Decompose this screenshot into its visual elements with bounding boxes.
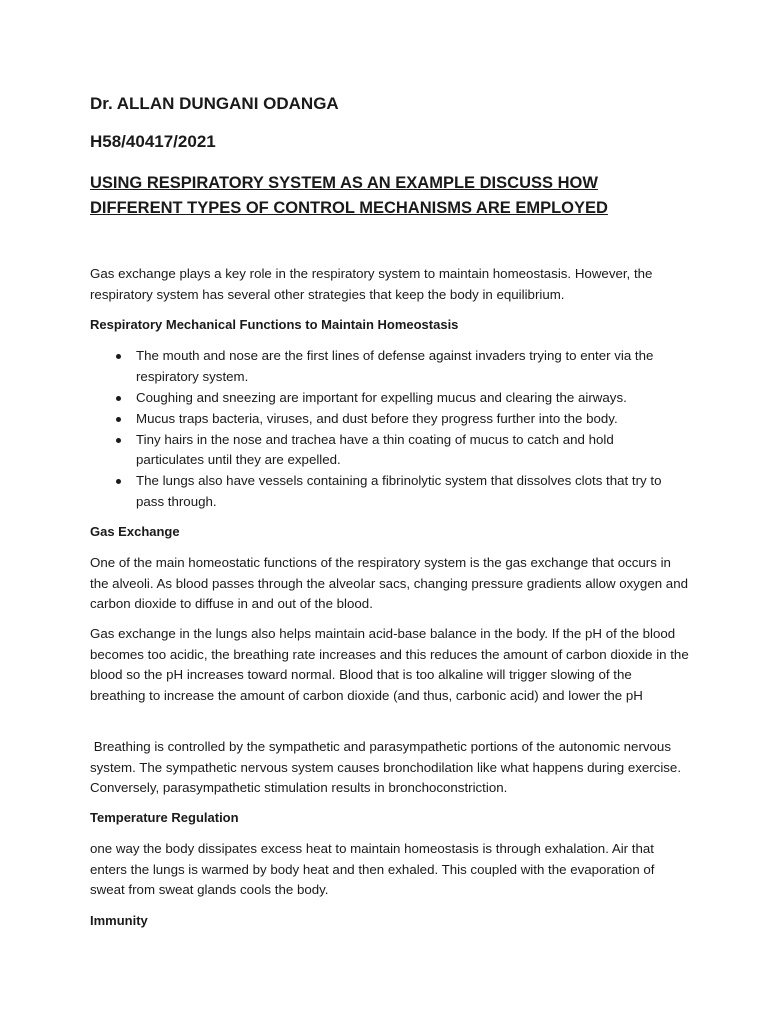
list-item: Tiny hairs in the nose and trachea have a thin coating of mucus to catch and hold particulates until they are expelled.	[90, 430, 670, 471]
document-title	[90, 171, 690, 221]
list-item: Coughing and sneezing are important for expelling mucus and clearing the airways.	[90, 388, 670, 409]
section-heading-immunity: Immunity	[90, 913, 148, 928]
bullet-icon	[116, 396, 121, 401]
section-heading-mechanical: Respiratory Mechanical Functions to Maintain Homeostasis	[90, 317, 459, 332]
bullet-icon	[116, 479, 121, 484]
mechanical-functions-list	[90, 346, 670, 513]
title-line-2: DIFFERENT TYPES OF CONTROL MECHANISMS ARE EMPLOYED	[90, 199, 608, 217]
gas-exchange-paragraph-1: One of the main homeostatic functions of the respiratory system is the gas exchange that occurs in the alveoli. As blood passes through the alveolar sacs, changing pressure gradients allow oxygen and carbon dioxide to diffuse in and out of the blood.	[90, 555, 688, 611]
section-heading-temperature: Temperature Regulation	[90, 810, 239, 825]
list-item: The mouth and nose are the first lines of defense against invaders trying to enter via the respiratory system.	[90, 346, 670, 387]
intro-paragraph: Gas exchange plays a key role in the respiratory system to maintain homeostasis. However, the respiratory system has several other strategies that keep the body in equilibrium.	[90, 266, 653, 302]
list-item: Mucus traps bacteria, viruses, and dust before they progress further into the body.	[90, 409, 670, 430]
title-line-1: USING RESPIRATORY SYSTEM AS AN EXAMPLE DISCUSS HOW	[90, 174, 598, 192]
temperature-paragraph: one way the body dissipates excess heat to maintain homeostasis is through exhalation. Air that enters the lungs is warmed by body heat and then exhaled. This coupled with the evaporation of sweat from sweat glands cools the body.	[90, 841, 655, 897]
student-id: H58/40417/2021	[90, 132, 216, 151]
gas-exchange-paragraph-2: Gas exchange in the lungs also helps maintain acid-base balance in the body. If the pH of the blood becomes too acidic, the breathing rate increases and this reduces the amount of carbon dioxide in the blood so the pH increases toward normal. Blood that is too alkaline will trigger slowing of the breathing to increase the amount of carbon dioxide (and thus, carbonic acid) and lower the pH	[90, 626, 689, 703]
bullet-icon	[116, 354, 121, 359]
bullet-icon	[116, 417, 121, 422]
list-item: The lungs also have vessels containing a fibrinolytic system that dissolves clots that try to pass through.	[90, 471, 670, 512]
author-name: Dr. ALLAN DUNGANI ODANGA	[90, 94, 339, 113]
section-heading-gas-exchange: Gas Exchange	[90, 524, 180, 539]
bullet-icon	[116, 438, 121, 443]
gas-exchange-paragraph-3: Breathing is controlled by the sympathetic and parasympathetic portions of the autonomic nervous system. The sympathetic nervous system causes bronchodilation like what happens during exercise. Conversely, parasympathetic stimulation results in bronchoconstriction.	[90, 739, 685, 795]
